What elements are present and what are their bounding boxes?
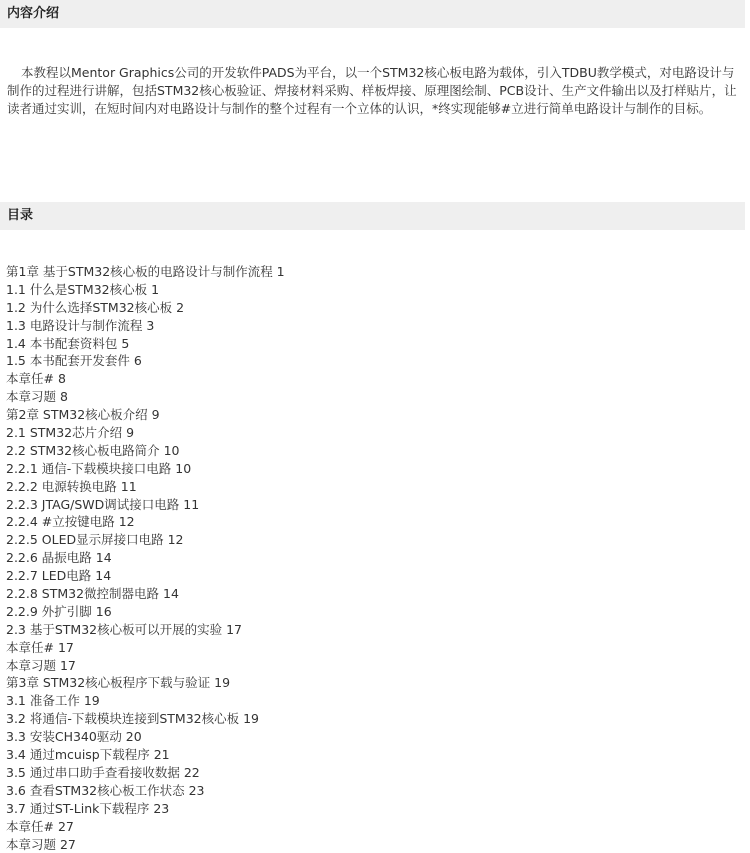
toc-item: 2.2 STM32核心板电路简介 10 [6, 442, 285, 460]
toc-item: 3.4 通过mcuisp下载程序 21 [6, 746, 285, 764]
toc-list [6, 263, 285, 853]
toc-item: 1.5 本书配套开发套件 6 [6, 352, 285, 370]
toc-item: 2.2.3 JTAG/SWD调试接口电路 11 [6, 496, 285, 514]
toc-item: 2.2.8 STM32微控制器电路 14 [6, 585, 285, 603]
toc-item: 1.4 本书配套资料包 5 [6, 335, 285, 353]
toc-item: 2.2.7 LED电路 14 [6, 567, 285, 585]
toc-item: 3.5 通过串口助手查看接收数据 22 [6, 764, 285, 782]
intro-paragraph: 本教程以Mentor Graphics公司的开发软件PADS为平台，以一个STM32核心板电路为载体，引入TDBU教学模式，对电路设计与制作的过程进行讲解，包括STM32核心板验证、焊接材料采购、样板焊接、原理图绘制、PCB设计、生产文件输出以及打样贴片，让读者通过实训，在短时间内对电路设计与制作的整个过程有一个立体的认识，*终实现能够#立进行简单电路设计与制作的目标。 [7, 64, 741, 118]
toc-item: 本章习题 8 [6, 388, 285, 406]
toc-item: 2.2.6 晶振电路 14 [6, 549, 285, 567]
toc-item: 本章任# 27 [6, 818, 285, 836]
toc-item: 2.3 基于STM32核心板可以开展的实验 17 [6, 621, 285, 639]
toc-item: 2.2.4 #立按键电路 12 [6, 513, 285, 531]
toc-item: 第3章 STM32核心板程序下载与验证 19 [6, 674, 285, 692]
toc-item: 3.7 通过ST-Link下载程序 23 [6, 800, 285, 818]
toc-item: 本章任# 17 [6, 639, 285, 657]
toc-item: 3.3 安装CH340驱动 20 [6, 728, 285, 746]
toc-item: 2.2.2 电源转换电路 11 [6, 478, 285, 496]
toc-item: 1.2 为什么选择STM32核心板 2 [6, 299, 285, 317]
toc-item: 3.2 将通信-下载模块连接到STM32核心板 19 [6, 710, 285, 728]
toc-item: 本章习题 17 [6, 657, 285, 675]
toc-item: 2.2.1 通信-下载模块接口电路 10 [6, 460, 285, 478]
toc-item: 1.3 电路设计与制作流程 3 [6, 317, 285, 335]
toc-section-title: 目录 [0, 202, 745, 230]
toc-item: 2.2.5 OLED显示屏接口电路 12 [6, 531, 285, 549]
toc-item: 2.1 STM32芯片介绍 9 [6, 424, 285, 442]
toc-item: 第1章 基于STM32核心板的电路设计与制作流程 1 [6, 263, 285, 281]
toc-item: 1.1 什么是STM32核心板 1 [6, 281, 285, 299]
toc-item: 本章习题 27 [6, 836, 285, 853]
toc-item: 3.1 准备工作 19 [6, 692, 285, 710]
intro-section-title: 内容介绍 [0, 0, 745, 28]
toc-item: 2.2.9 外扩引脚 16 [6, 603, 285, 621]
toc-item: 第2章 STM32核心板介绍 9 [6, 406, 285, 424]
toc-item: 本章任# 8 [6, 370, 285, 388]
toc-item: 3.6 查看STM32核心板工作状态 23 [6, 782, 285, 800]
